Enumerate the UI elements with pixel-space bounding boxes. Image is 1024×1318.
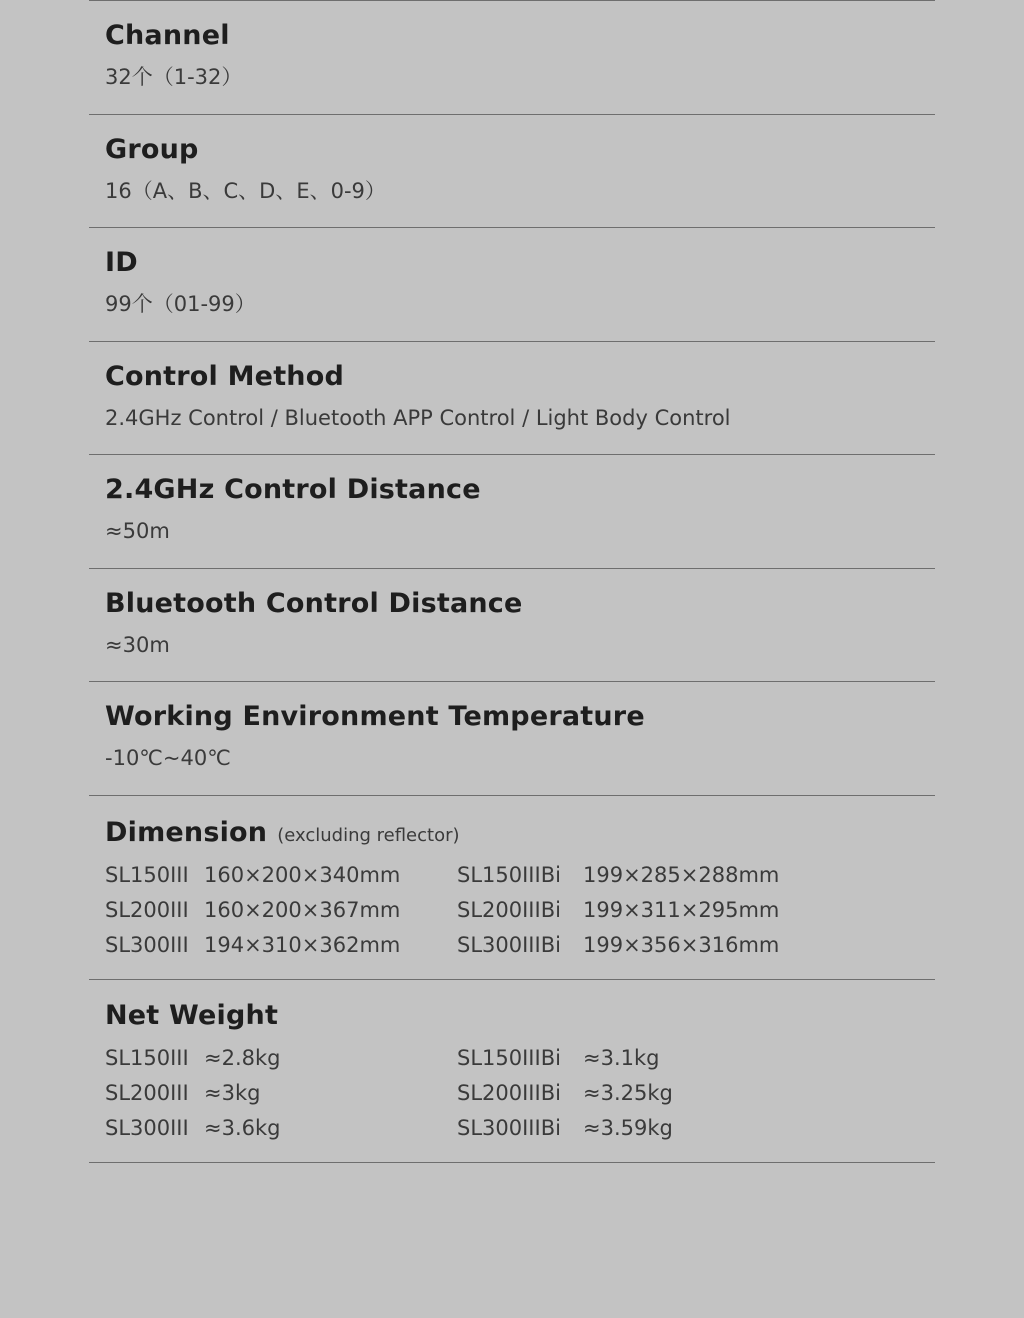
spec-value: 32个（1-32） bbox=[105, 65, 243, 89]
spec-value: -10℃~40℃ bbox=[105, 746, 231, 770]
weight-value: ≈3kg bbox=[204, 1080, 261, 1105]
weight-value: ≈3.1kg bbox=[583, 1045, 660, 1070]
spec-group bbox=[89, 115, 935, 229]
dimension-value: 160×200×367mm bbox=[204, 897, 401, 922]
model-name: SL150III bbox=[105, 1045, 189, 1070]
spec-title: Control Method bbox=[105, 360, 344, 392]
spec-title: Net Weight bbox=[105, 999, 279, 1031]
spec-title: Channel bbox=[105, 20, 230, 51]
table-row bbox=[105, 863, 457, 898]
spec-net-weight bbox=[89, 980, 935, 1163]
dimension-right-column bbox=[457, 863, 857, 968]
table-row bbox=[457, 1116, 857, 1151]
spec-title: Working Environment Temperature bbox=[105, 701, 645, 732]
weight-value: ≈2.8kg bbox=[204, 1045, 281, 1070]
spec-24ghz-distance bbox=[89, 455, 935, 569]
table-row bbox=[105, 898, 457, 933]
model-name: SL200IIIBi bbox=[457, 897, 561, 922]
dimension-left-column bbox=[105, 863, 457, 968]
model-name: SL200III bbox=[105, 897, 189, 922]
spec-title: Bluetooth Control Distance bbox=[105, 587, 523, 619]
spec-value: ≈50m bbox=[105, 519, 170, 543]
dimension-value: 199×311×295mm bbox=[583, 897, 780, 922]
spec-value: ≈30m bbox=[105, 632, 170, 657]
spec-control-method bbox=[89, 342, 935, 456]
spec-working-temperature bbox=[89, 682, 935, 796]
spec-value: 99个（01-99） bbox=[105, 292, 256, 316]
model-name: SL150III bbox=[105, 862, 189, 887]
spec-value: 2.4GHz Control / Bluetooth APP Control / Light Body Control bbox=[105, 405, 731, 430]
weight-grid bbox=[105, 1046, 935, 1151]
spec-title bbox=[105, 796, 935, 846]
weight-value: ≈3.25kg bbox=[583, 1080, 673, 1105]
table-row bbox=[457, 1081, 857, 1116]
weight-left-column bbox=[105, 1046, 457, 1151]
model-name: SL300IIIBi bbox=[457, 932, 561, 957]
spec-channel bbox=[89, 1, 935, 115]
spec-id bbox=[89, 228, 935, 342]
model-name: SL300III bbox=[105, 1115, 189, 1140]
model-name: SL200III bbox=[105, 1080, 189, 1105]
spec-title: Group bbox=[105, 133, 199, 165]
table-row bbox=[105, 1081, 457, 1116]
table-row bbox=[457, 1046, 857, 1081]
table-row bbox=[457, 898, 857, 933]
dimension-value: 199×356×316mm bbox=[583, 932, 780, 957]
dimension-title: Dimension bbox=[105, 816, 268, 848]
spec-title: ID bbox=[105, 247, 138, 278]
model-name: SL150IIIBi bbox=[457, 862, 561, 887]
model-name: SL300IIIBi bbox=[457, 1115, 561, 1140]
table-row bbox=[105, 1046, 457, 1081]
table-row bbox=[105, 933, 457, 968]
table-row bbox=[457, 863, 857, 898]
weight-right-column bbox=[457, 1046, 857, 1151]
dimension-value: 160×200×340mm bbox=[204, 862, 401, 887]
weight-value: ≈3.59kg bbox=[583, 1115, 673, 1140]
dimension-value: 199×285×288mm bbox=[583, 862, 780, 887]
spec-value: 16（A、B、C、D、E、0-9） bbox=[105, 178, 386, 203]
spec-bluetooth-distance bbox=[89, 569, 935, 683]
dimension-value: 194×310×362mm bbox=[204, 932, 401, 957]
table-row bbox=[105, 1116, 457, 1151]
table-row bbox=[457, 933, 857, 968]
spec-title: 2.4GHz Control Distance bbox=[105, 474, 481, 505]
dimension-grid bbox=[105, 863, 935, 968]
model-name: SL150IIIBi bbox=[457, 1045, 561, 1070]
model-name: SL300III bbox=[105, 932, 189, 957]
dimension-note: (excluding reflector) bbox=[277, 824, 460, 846]
weight-value: ≈3.6kg bbox=[204, 1115, 281, 1140]
model-name: SL200IIIBi bbox=[457, 1080, 561, 1105]
spec-list bbox=[89, 0, 935, 1163]
spec-dimension bbox=[89, 796, 935, 980]
